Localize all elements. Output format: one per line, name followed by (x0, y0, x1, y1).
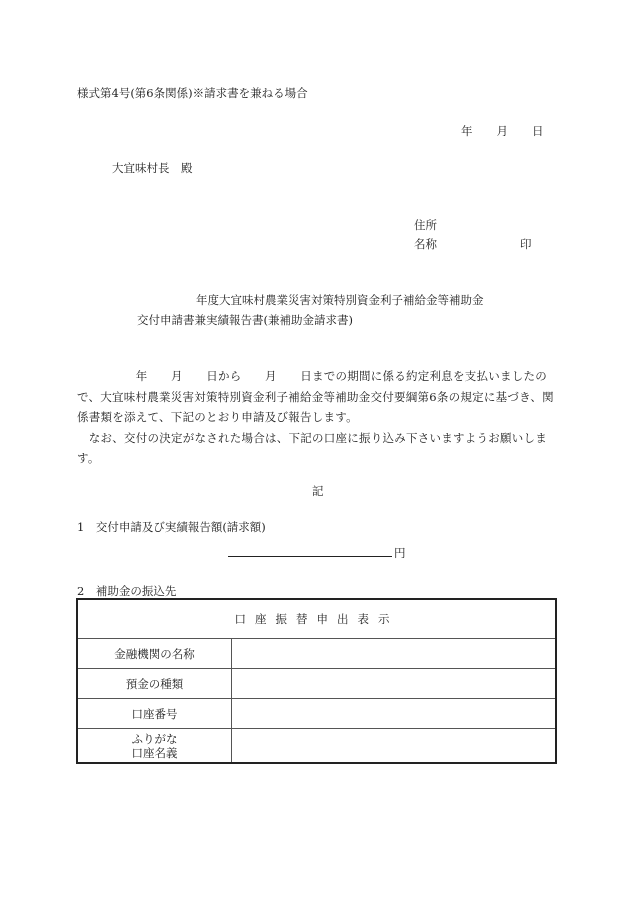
seal-label: 印 (520, 237, 532, 251)
body-text (77, 366, 559, 469)
account-holder-field[interactable] (232, 729, 557, 764)
item1-label: 1 交付申請及び実績報告額(請求額) (77, 520, 266, 534)
yen-unit: 円 (394, 546, 406, 560)
deposit-type-field[interactable] (232, 669, 557, 699)
form-id: 様式第4号(第6条関係)※請求書を兼ねる場合 (77, 86, 308, 100)
ki-heading: 記 (312, 484, 324, 498)
table-row (77, 699, 556, 729)
table-header-row (77, 599, 556, 639)
bank-name-field[interactable] (232, 639, 557, 669)
date-line (461, 123, 544, 139)
furigana-label: ふりがな (131, 731, 178, 746)
document-title-line1: 年度大宜味村農業災害対策特別資金利子補給金等補助金 (196, 293, 484, 307)
addressee: 大宜味村長 殿 (112, 161, 193, 175)
account-holder-label (77, 729, 232, 764)
body-paragraph-1: 年 月 日から 月 日までの期間に係る約定利息を支払いましたので、大宜味村農業災害対策特別資金利子補給金等補助金交付要綱第6条の規定に基づき、関係書類を添えて、下記のとおり申請及び報告します。 (77, 369, 554, 424)
address-label: 住所 (414, 218, 437, 232)
bank-name-label: 金融機関の名称 (77, 639, 232, 669)
table-row (77, 729, 556, 764)
table-row (77, 639, 556, 669)
body-paragraph-2: なお、交付の決定がなされた場合は、下記の口座に振り込み下さいますようお願いします。 (77, 430, 547, 465)
bank-transfer-table (76, 598, 557, 764)
date-day-label: 日 (532, 124, 544, 138)
table-header: 口座振替申出表示 (77, 599, 556, 639)
table-row (77, 669, 556, 699)
amount-field[interactable] (228, 556, 392, 557)
name-label: 名称 (414, 237, 437, 251)
date-month-label: 月 (496, 124, 508, 138)
date-year-label: 年 (461, 124, 473, 138)
account-number-field[interactable] (232, 699, 557, 729)
deposit-type-label: 預金の種類 (77, 669, 232, 699)
item2-label: 2 補助金の振込先 (77, 584, 177, 598)
document-title-line2: 交付申請書兼実績報告書(兼補助金請求書) (137, 313, 353, 327)
account-number-label: 口座番号 (77, 699, 232, 729)
account-holder-name-label: 口座名義 (131, 745, 178, 760)
